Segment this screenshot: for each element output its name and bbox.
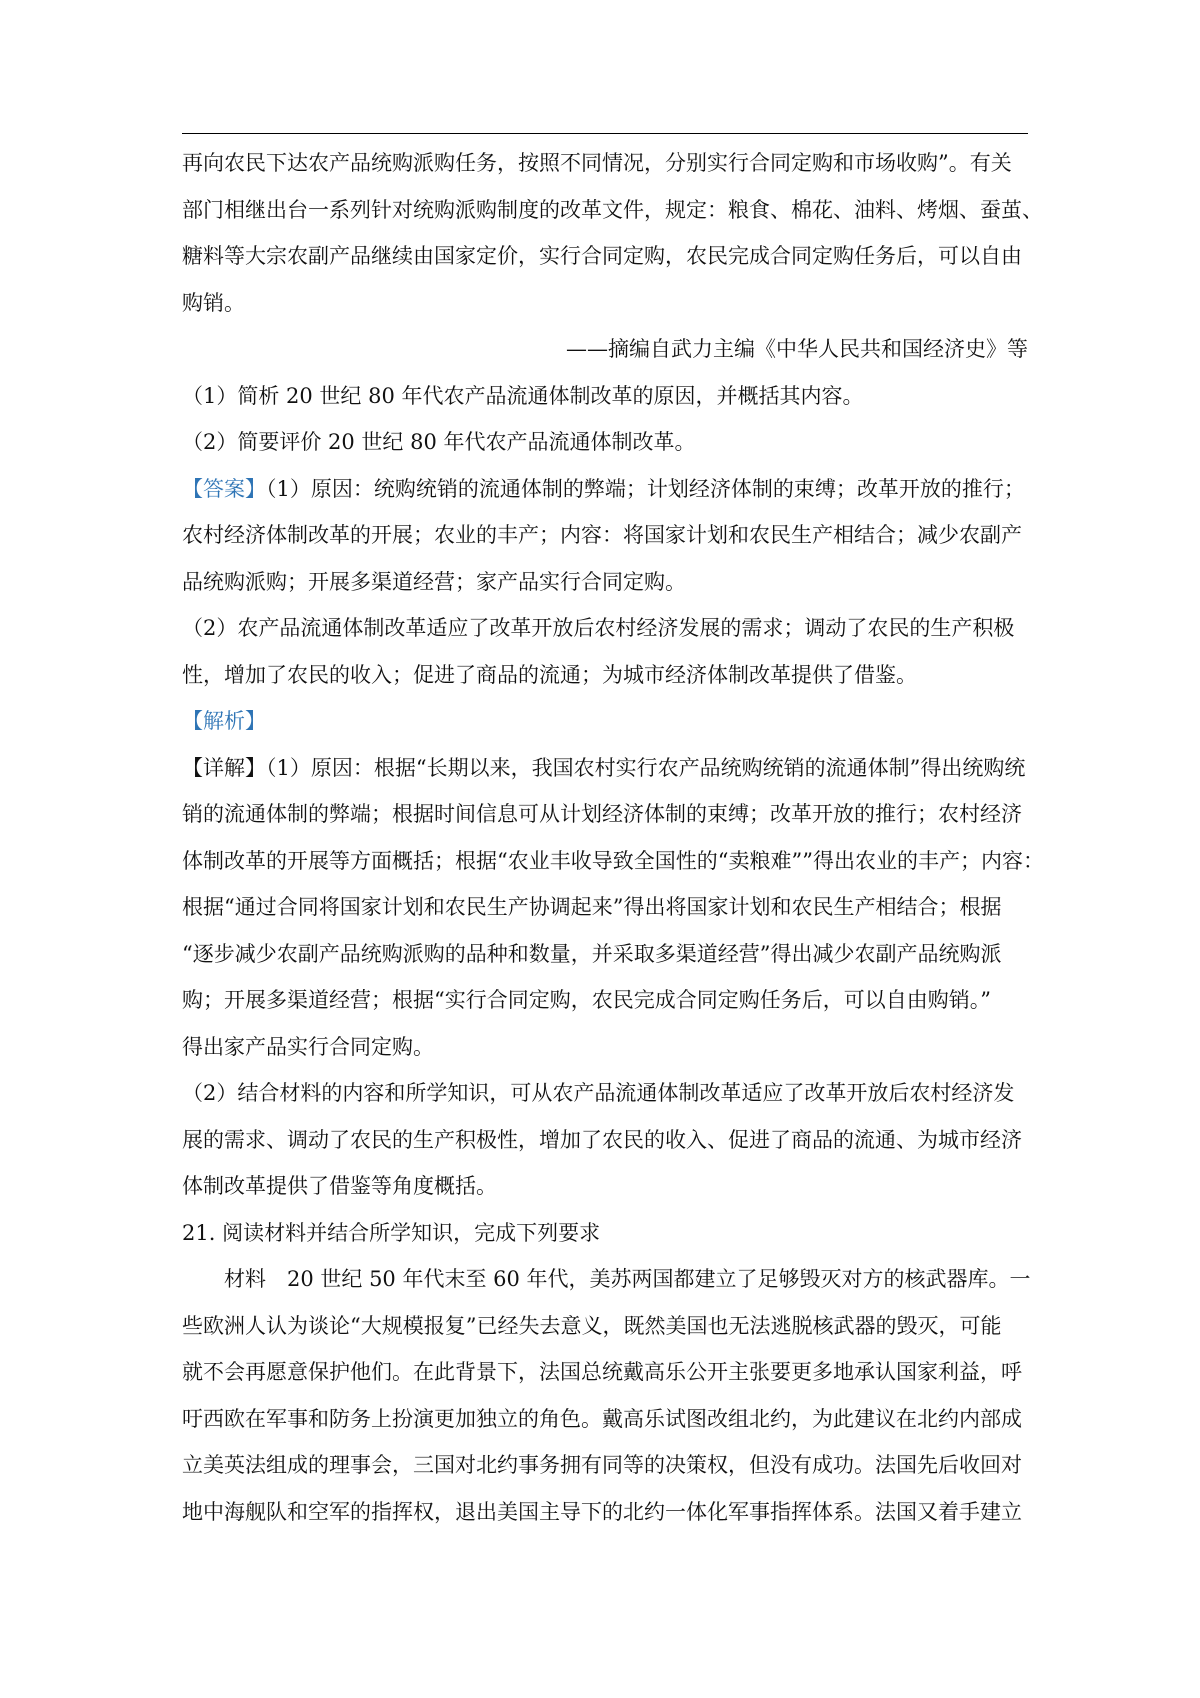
material-line: 糖料等大宗农副产品继续由国家定价，实行合同定购，农民完成合同定购任务后，可以自由 [182, 244, 1022, 268]
answer-line: 性，增加了农民的收入；促进了商品的流通；为城市经济体制改革提供了借鉴。 [182, 662, 917, 687]
analysis-tag: 【解析】 [182, 709, 266, 733]
answer-line: 品统购派购；开展多渠道经营；家产品实行合同定购。 [182, 569, 686, 594]
answer-line: 农村经济体制改革的开展；农业的丰产；内容：将国家计划和农民生产相结合；减少农副产 [182, 523, 1022, 547]
detail-line: 得出家产品实行合同定购。 [182, 1034, 434, 1059]
detail-line: “逐步减少农副产品统购派购的品种和数量，并采取多渠道经营”得出减少农副产品统购派 [182, 941, 1002, 966]
q21-material-line: 就不会再愿意保护他们。在此背景下，法国总统戴高乐公开主张要更多地承认国家利益，呼 [182, 1360, 1022, 1384]
detail-line: 展的需求、调动了农民的生产积极性，增加了农民的收入、促进了商品的流通、为城市经济 [182, 1127, 1022, 1152]
detail-line: 体制改革的开展等方面概括；根据“农业丰收导致全国性的“卖粮难””得出农业的丰产；内容： [182, 848, 1044, 873]
q21-material-line: 吁西欧在军事和防务上扮演更加独立的角色。戴高乐试图改组北约，为此建议在北约内部成 [182, 1406, 1022, 1431]
answer-text: （1）原因：统购统销的流通体制的弊端；计划经济体制的束缚；改革开放的推行； [266, 476, 1025, 501]
question-1: （1）简析 20 世纪 80 年代农产品流通体制改革的原因，并概括其内容。 [182, 383, 864, 408]
detail-line: 根据“通过合同将国家计划和农民生产协调起来”得出将国家计划和农民生产相结合；根据 [182, 895, 1002, 919]
question-2: （2）简要评价 20 世纪 80 年代农产品流通体制改革。 [182, 430, 696, 454]
detail-tag: 【详解】 [182, 755, 266, 780]
material-line: 购销。 [182, 290, 245, 315]
material-line: 部门相继出台一系列针对统购派购制度的改革文件，规定：粮食、棉花、油料、烤烟、蚕茧、 [182, 197, 1043, 222]
q21-material-line: 材料 20 世纪 50 年代末至 60 年代，美苏两国都建立了足够毁灭对方的核武器库。一 [224, 1267, 1031, 1291]
answer-tag: 【答案】 [182, 476, 266, 501]
detail-first-line [182, 745, 1028, 792]
detail-line: （2）结合材料的内容和所学知识，可从农产品流通体制改革适应了改革开放后农村经济发 [182, 1081, 1015, 1105]
q21-material-line: 立美英法组成的理事会，三国对北约事务拥有同等的决策权，但没有成功。法国先后收回对 [182, 1453, 1022, 1477]
detail-text: （1）原因：根据“长期以来，我国农村实行农产品统购统销的流通体制”得出统购统 [266, 755, 1026, 780]
detail-line: 销的流通体制的弊端；根据时间信息可从计划经济体制的束缚；改革开放的推行；农村经济 [182, 802, 1022, 826]
q21-material-line: 些欧洲人认为谈论“大规模报复”已经失去意义，既然美国也无法逃脱核武器的毁灭，可能 [182, 1313, 1002, 1338]
detail-line: 体制改革提供了借鉴等角度概括。 [182, 1174, 497, 1198]
material-source: ——摘编自武力主编《中华人民共和国经济史》等 [566, 337, 1028, 361]
answer-line: （2）农产品流通体制改革适应了改革开放后农村经济发展的需求；调动了农民的生产积极 [182, 616, 1015, 640]
answer-first-line [182, 466, 1028, 513]
material-line: 再向农民下达农产品统购派购任务，按照不同情况，分别实行合同定购和市场收购”。有关 [182, 151, 1012, 175]
question-21-title: 21. 阅读材料并结合所学知识，完成下列要求 [182, 1220, 601, 1245]
q21-material-line: 地中海舰队和空军的指挥权，退出美国主导下的北约一体化军事指挥体系。法国又着手建立 [182, 1499, 1022, 1524]
detail-line: 购；开展多渠道经营；根据“实行合同定购，农民完成合同定购任务后，可以自由购销。” [182, 988, 991, 1012]
header-rule [182, 133, 1028, 134]
page-content [182, 140, 1044, 1535]
